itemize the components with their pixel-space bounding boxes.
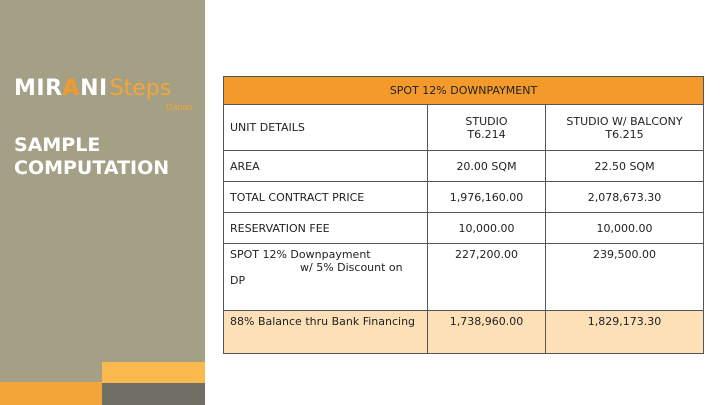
computation-table [223,76,704,354]
row-value: 1,829,173.30 [546,311,704,354]
row-value: 22.50 SQM [546,151,704,182]
row-label-line: DP [230,274,246,287]
column-studio-balcony [546,105,704,151]
column-balcony-name: STUDIO W/ BALCONY [566,114,683,128]
decor-bar-light-orange [102,362,205,383]
table-header: SPOT 12% DOWNPAYMENT [224,77,704,105]
row-value: 227,200.00 [428,244,546,311]
page-title [14,134,169,180]
row-value: 2,078,673.30 [546,182,704,213]
row-label: 88% Balance thru Bank Financing [224,311,428,354]
logo-steps: Steps [109,76,172,101]
decor-bar-gray [102,383,205,405]
logo-brand-accent: A [62,76,81,101]
logo-subtitle: Danao [166,102,193,112]
column-balcony-unit: T6.215 [605,127,644,141]
table-row [224,244,704,311]
row-value: 10,000.00 [428,213,546,244]
row-value: 20.00 SQM [428,151,546,182]
table-columns-row [224,105,704,151]
row-value: 1,976,160.00 [428,182,546,213]
row-label-line: w/ 5% Discount on [300,261,403,274]
row-value: 239,500.00 [546,244,704,311]
table-row [224,151,704,182]
logo-brand-part: NI [80,76,108,101]
sidebar-panel [0,0,205,405]
row-label [224,244,428,311]
logo-brand [14,76,108,101]
row-label-line: SPOT 12% Downpayment [230,248,371,261]
row-value: 1,738,960.00 [428,311,546,354]
table-row [224,182,704,213]
table-row [224,213,704,244]
table-header-row [224,77,704,105]
column-studio-name: STUDIO [465,114,508,128]
column-studio-unit: T6.214 [467,127,506,141]
row-label: RESERVATION FEE [224,213,428,244]
logo-brand-part: MIR [14,76,63,101]
column-studio [428,105,546,151]
column-label: UNIT DETAILS [224,105,428,151]
page-title-line: COMPUTATION [14,157,170,179]
table-row-highlight [224,311,704,354]
brand-logo [14,76,193,112]
decor-bar-orange [0,382,102,405]
row-label: TOTAL CONTRACT PRICE [224,182,428,213]
row-label: AREA [224,151,428,182]
row-value: 10,000.00 [546,213,704,244]
page-title-line: SAMPLE [14,134,101,156]
